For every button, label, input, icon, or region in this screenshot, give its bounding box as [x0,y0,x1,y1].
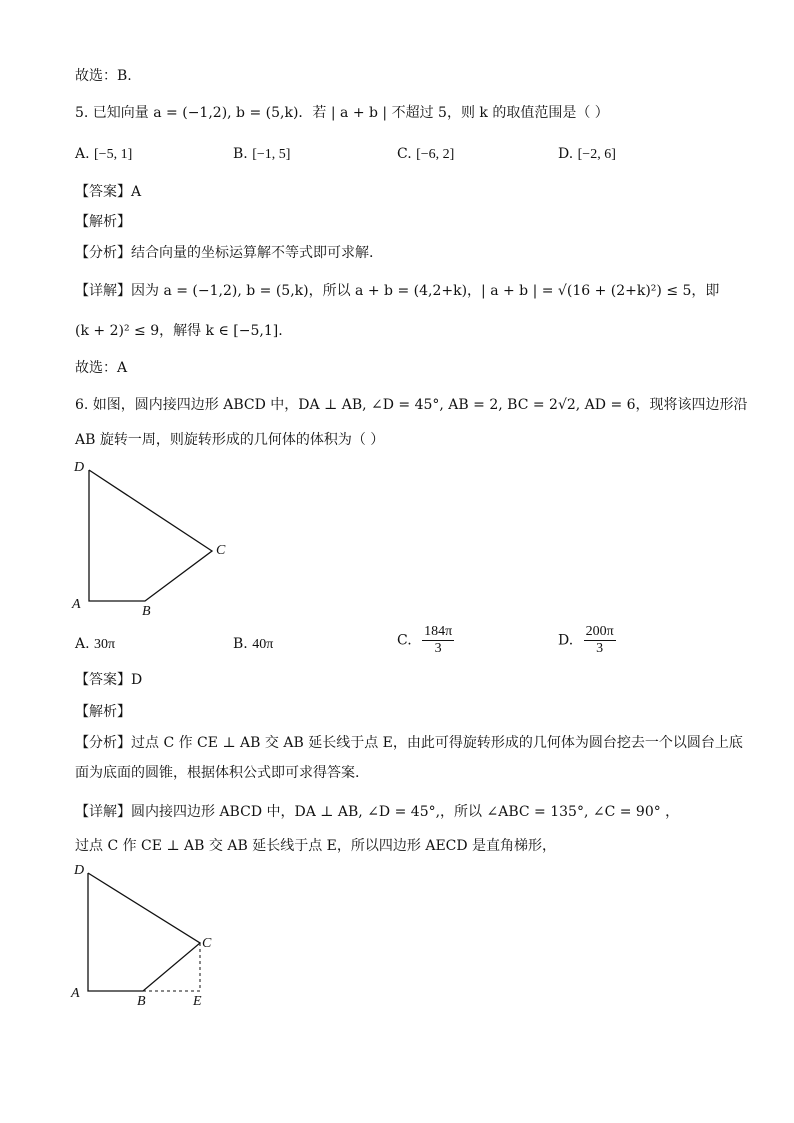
q6-option-c-fraction: $\frac{184\pi}{3}$ [424,624,453,656]
question-5-stem: 5. 已知向量 a = (−1,2), b = (5,k)．若 | a + b | 不超过 5，则 k 的取值范围是（ ） [75,105,609,121]
question-6-stem-line-2: AB 旋转一周，则旋转形成的几何体的体积为（ ） [75,432,385,448]
q6-option-b: B. 40π [233,636,274,652]
fig1-label-d: D [74,460,85,475]
fig2-label-d: D [74,863,85,878]
q5-option-a: A. [−5, 1] [75,146,133,162]
q6-answer: 【答案】D [75,672,143,688]
figure-trapezoid-aecd [60,855,260,1015]
q6-analysis-line-2: 面为底面的圆锥，根据体积公式即可求得答案. [75,765,360,781]
fig1-label-b: B [142,604,151,619]
q6-analysis-heading: 【解析】 [75,704,131,720]
q5-analysis: 【分析】结合向量的坐标运算解不等式即可求解. [75,245,374,261]
fig1-label-c: C [216,543,226,558]
q6-option-d: D. $\frac{200\pi}{3}$ [558,624,614,656]
prev-answer-line: 故选：B. [75,68,132,84]
q6-option-d-fraction: $\frac{200\pi}{3}$ [585,624,614,656]
question-6-stem-line-1: 6. 如图，圆内接四边形 ABCD 中，DA ⊥ AB, ∠D = 45°, AB = 2, BC = 2√2, AD = 6，现将该四边形沿 [75,397,748,413]
fig2-label-c: C [202,936,212,951]
q5-option-c: C. [−6, 2] [397,146,455,162]
q5-option-b: B. [−1, 5] [233,146,291,162]
q6-detail-line-1: 【详解】圆内接四边形 ABCD 中，DA ⊥ AB, ∠D = 45°,，所以 ∠ABC = 135°, ∠C = 90° ， [75,804,680,820]
q6-detail-line-2: 过点 C 作 CE ⊥ AB 交 AB 延长线于点 E，所以四边形 AECD 是直角梯形， [75,838,557,854]
q5-option-d: D. [−2, 6] [558,146,616,162]
fig1-label-a: A [72,597,81,612]
figure-quadrilateral-abcd [60,450,260,625]
q5-detail-line-2: (k + 2)² ≤ 9，解得 k ∈ [−5,1]. [75,323,283,339]
q6-analysis-line-1: 【分析】过点 C 作 CE ⊥ AB 交 AB 延长线于点 E，由此可得旋转形成的几何体为圆台挖去一个以圆台上底 [75,735,743,751]
q5-answer: 【答案】A [75,184,142,200]
fig2-label-a: A [71,986,80,1001]
fig2-label-b: B [137,994,146,1009]
q5-analysis-heading: 【解析】 [75,214,131,230]
q5-choice: 故选：A [75,360,128,376]
fig2-label-e: E [193,994,202,1009]
q5-detail-line-1: 【详解】因为 a = (−1,2), b = (5,k)，所以 a + b = (4,2+k)，| a + b | = √(16 + (2+k)²) ≤ 5，即 [75,283,720,299]
q6-option-a: A. 30π [75,636,116,652]
q6-option-c: C. $\frac{184\pi}{3}$ [397,624,453,656]
